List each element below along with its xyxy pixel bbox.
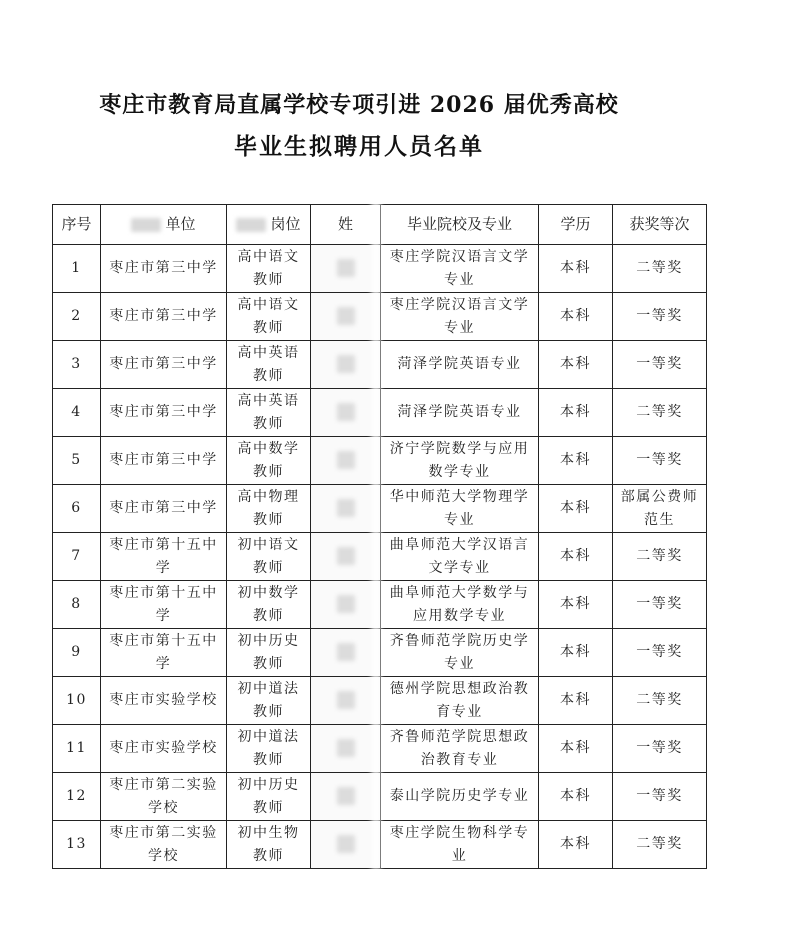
- unit-cell: 枣庄市第十五中学: [101, 581, 227, 629]
- unit-cell: 枣庄市第二实验学校: [101, 821, 227, 869]
- seq-cell: 2: [53, 293, 101, 341]
- name-cell: [311, 773, 381, 821]
- award-cell: 一等奖: [613, 341, 707, 389]
- award-cell: 一等奖: [613, 437, 707, 485]
- unit-cell: 枣庄市第二实验学校: [101, 773, 227, 821]
- education-cell: 本科: [539, 581, 613, 629]
- name-cell: [311, 389, 381, 437]
- post-cell: 高中物理教师: [227, 485, 311, 533]
- redacted-name: [337, 355, 355, 373]
- unit-cell: 枣庄市实验学校: [101, 725, 227, 773]
- seq-cell: 5: [53, 437, 101, 485]
- award-cell: 二等奖: [613, 533, 707, 581]
- education-cell: 本科: [539, 437, 613, 485]
- header-post-label: 岗位: [270, 215, 301, 233]
- redacted-mark: [236, 218, 266, 232]
- redacted-name: [337, 787, 355, 805]
- education-cell: 本科: [539, 821, 613, 869]
- redacted-name: [337, 307, 355, 325]
- education-cell: 本科: [539, 533, 613, 581]
- school-major-cell: 枣庄学院汉语言文学专业: [381, 245, 539, 293]
- post-cell: 初中历史教师: [227, 629, 311, 677]
- name-cell: [311, 725, 381, 773]
- header-seq: 序号: [53, 205, 101, 245]
- name-cell: [311, 437, 381, 485]
- seq-cell: 8: [53, 581, 101, 629]
- seq-cell: 6: [53, 485, 101, 533]
- unit-cell: 枣庄市第十五中学: [101, 629, 227, 677]
- name-cell: [311, 341, 381, 389]
- header-education: 学历: [539, 205, 613, 245]
- school-major-cell: 枣庄学院生物科学专业: [381, 821, 539, 869]
- education-cell: 本科: [539, 773, 613, 821]
- education-cell: 本科: [539, 245, 613, 293]
- redacted-name: [337, 547, 355, 565]
- post-cell: 高中数学教师: [227, 437, 311, 485]
- redacted-name: [337, 739, 355, 757]
- post-cell: 高中语文教师: [227, 293, 311, 341]
- education-cell: 本科: [539, 725, 613, 773]
- post-cell: 高中语文教师: [227, 245, 311, 293]
- education-cell: 本科: [539, 485, 613, 533]
- award-cell: 一等奖: [613, 581, 707, 629]
- seq-cell: 12: [53, 773, 101, 821]
- school-major-cell: 齐鲁师范学院思想政治教育专业: [381, 725, 539, 773]
- seq-cell: 1: [53, 245, 101, 293]
- seq-cell: 13: [53, 821, 101, 869]
- redacted-mark: [131, 218, 161, 232]
- seq-cell: 3: [53, 341, 101, 389]
- post-cell: 初中语文教师: [227, 533, 311, 581]
- post-cell: 初中生物教师: [227, 821, 311, 869]
- unit-cell: 枣庄市第三中学: [101, 245, 227, 293]
- unit-cell: 枣庄市实验学校: [101, 677, 227, 725]
- name-cell: [311, 245, 381, 293]
- header-unit-label: 单位: [165, 215, 196, 233]
- unit-cell: 枣庄市第十五中学: [101, 533, 227, 581]
- school-major-cell: 曲阜师范大学汉语言文学专业: [381, 533, 539, 581]
- school-major-cell: 菏泽学院英语专业: [381, 341, 539, 389]
- name-cell: [311, 677, 381, 725]
- header-post: [227, 205, 311, 245]
- header-unit: [101, 205, 227, 245]
- award-cell: 二等奖: [613, 677, 707, 725]
- seq-cell: 7: [53, 533, 101, 581]
- redacted-name: [337, 403, 355, 421]
- award-cell: 部属公费师范生: [613, 485, 707, 533]
- post-cell: 初中历史教师: [227, 773, 311, 821]
- name-cell: [311, 581, 381, 629]
- award-cell: 一等奖: [613, 293, 707, 341]
- redacted-name: [337, 691, 355, 709]
- award-cell: 二等奖: [613, 821, 707, 869]
- school-major-cell: 菏泽学院英语专业: [381, 389, 539, 437]
- award-cell: 一等奖: [613, 773, 707, 821]
- post-cell: 初中道法教师: [227, 677, 311, 725]
- redaction-strip: [371, 200, 381, 870]
- name-cell: [311, 485, 381, 533]
- redacted-name: [337, 499, 355, 517]
- redacted-name: [337, 451, 355, 469]
- unit-cell: 枣庄市第三中学: [101, 341, 227, 389]
- name-cell: [311, 293, 381, 341]
- post-cell: 高中英语教师: [227, 389, 311, 437]
- award-cell: 二等奖: [613, 389, 707, 437]
- redacted-name: [337, 835, 355, 853]
- award-cell: 二等奖: [613, 245, 707, 293]
- award-cell: 一等奖: [613, 629, 707, 677]
- post-cell: 初中数学教师: [227, 581, 311, 629]
- school-major-cell: 华中师范大学物理学专业: [381, 485, 539, 533]
- post-cell: 高中英语教师: [227, 341, 311, 389]
- education-cell: 本科: [539, 629, 613, 677]
- education-cell: 本科: [539, 293, 613, 341]
- header-award: 获奖等次: [613, 205, 707, 245]
- unit-cell: 枣庄市第三中学: [101, 485, 227, 533]
- name-cell: [311, 821, 381, 869]
- unit-cell: 枣庄市第三中学: [101, 389, 227, 437]
- seq-cell: 10: [53, 677, 101, 725]
- award-cell: 一等奖: [613, 725, 707, 773]
- education-cell: 本科: [539, 341, 613, 389]
- school-major-cell: 德州学院思想政治教育专业: [381, 677, 539, 725]
- redacted-name: [337, 259, 355, 277]
- education-cell: 本科: [539, 389, 613, 437]
- unit-cell: 枣庄市第三中学: [101, 437, 227, 485]
- education-cell: 本科: [539, 677, 613, 725]
- school-major-cell: 泰山学院历史学专业: [381, 773, 539, 821]
- unit-cell: 枣庄市第三中学: [101, 293, 227, 341]
- post-cell: 初中道法教师: [227, 725, 311, 773]
- header-school-major: 毕业院校及专业: [381, 205, 539, 245]
- document-title: 枣庄市教育局直属学校专项引进 2026 届优秀高校: [99, 92, 619, 118]
- seq-cell: 4: [53, 389, 101, 437]
- school-major-cell: 曲阜师范大学数学与应用数学专业: [381, 581, 539, 629]
- seq-cell: 9: [53, 629, 101, 677]
- redacted-name: [337, 643, 355, 661]
- school-major-cell: 枣庄学院汉语言文学专业: [381, 293, 539, 341]
- school-major-cell: 济宁学院数学与应用数学专业: [381, 437, 539, 485]
- document-subtitle: 毕业生拟聘用人员名单: [234, 133, 484, 160]
- name-cell: [311, 629, 381, 677]
- school-major-cell: 齐鲁师范学院历史学专业: [381, 629, 539, 677]
- name-cell: [311, 533, 381, 581]
- redacted-name: [337, 595, 355, 613]
- seq-cell: 11: [53, 725, 101, 773]
- header-name: 姓: [311, 205, 381, 245]
